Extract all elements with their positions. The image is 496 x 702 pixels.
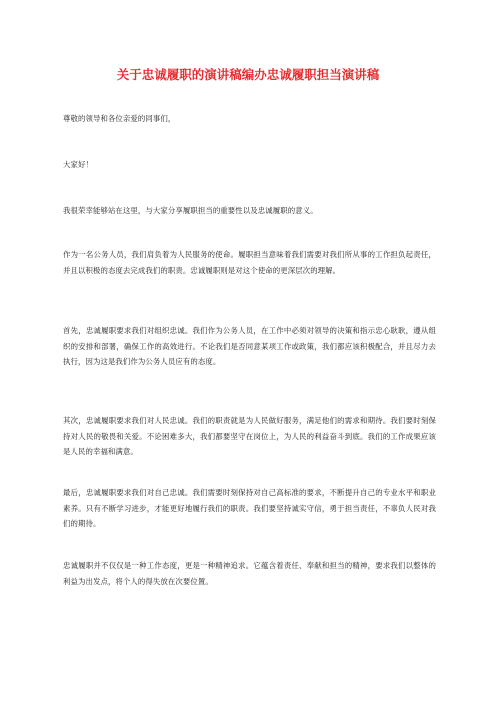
document-title: 关于忠诚履职的演讲稿编办忠诚履职担当演讲稿 (116, 67, 380, 82)
paragraph-spirit: 忠诚履职并不仅仅是一种工作态度，更是一种精神追求。它蕴含着责任、奉献和担当的精神，要求我们以整体的利益为出发点，将个人的得失放在次要位置。 (63, 561, 436, 586)
paragraph-intro: 我很荣幸能够站在这里，与大家分享履职担当的重要性以及忠诚履职的意义。 (63, 206, 318, 215)
paragraph-people: 其次，忠诚履职要求我们对人民忠诚。我们的职责就是为人民做好服务，满足他们的需求和期待。我们要时刻保持对人民的敬畏和关爱。不论困难多大，我们都要坚守在岗位上，为人民的利益奋斗到底。我们的工作成果应该是人民的幸福和满意。 (63, 416, 436, 456)
paragraph-salutation: 尊敬的领导和各位亲爱的同事们， (63, 114, 176, 123)
paragraph-greeting: 大家好！ (63, 160, 93, 169)
paragraph-self: 最后，忠诚履职要求我们对自己忠诚。我们需要时刻保持对自己高标准的要求，不断提升自己的专业水平和职业素养。只有不断学习进步，才能更好地履行我们的职责。我们要坚持诚实守信，勇于担当责任，不辜负人民对我们的期待。 (63, 488, 436, 528)
paragraph-organization: 首先，忠诚履职要求我们对组织忠诚。我们作为公务人员，在工作中必须对领导的决策和指示忠心耿耿，遵从组织的安排和部署，确保工作的高效进行。不论我们是否同意某项工作或政策，我们都应该积极配合，并且尽力去执行，因为这是我们作为公务人员应有的态度。 (63, 326, 436, 366)
paragraph-mission: 作为一名公务人员，我们肩负着为人民服务的使命。履职担当意味着我们需要对我们所从事的工作担负起责任，并且以积极的态度去完成我们的职责。忠诚履职则是对这个使命的更深层次的理解。 (63, 250, 436, 275)
